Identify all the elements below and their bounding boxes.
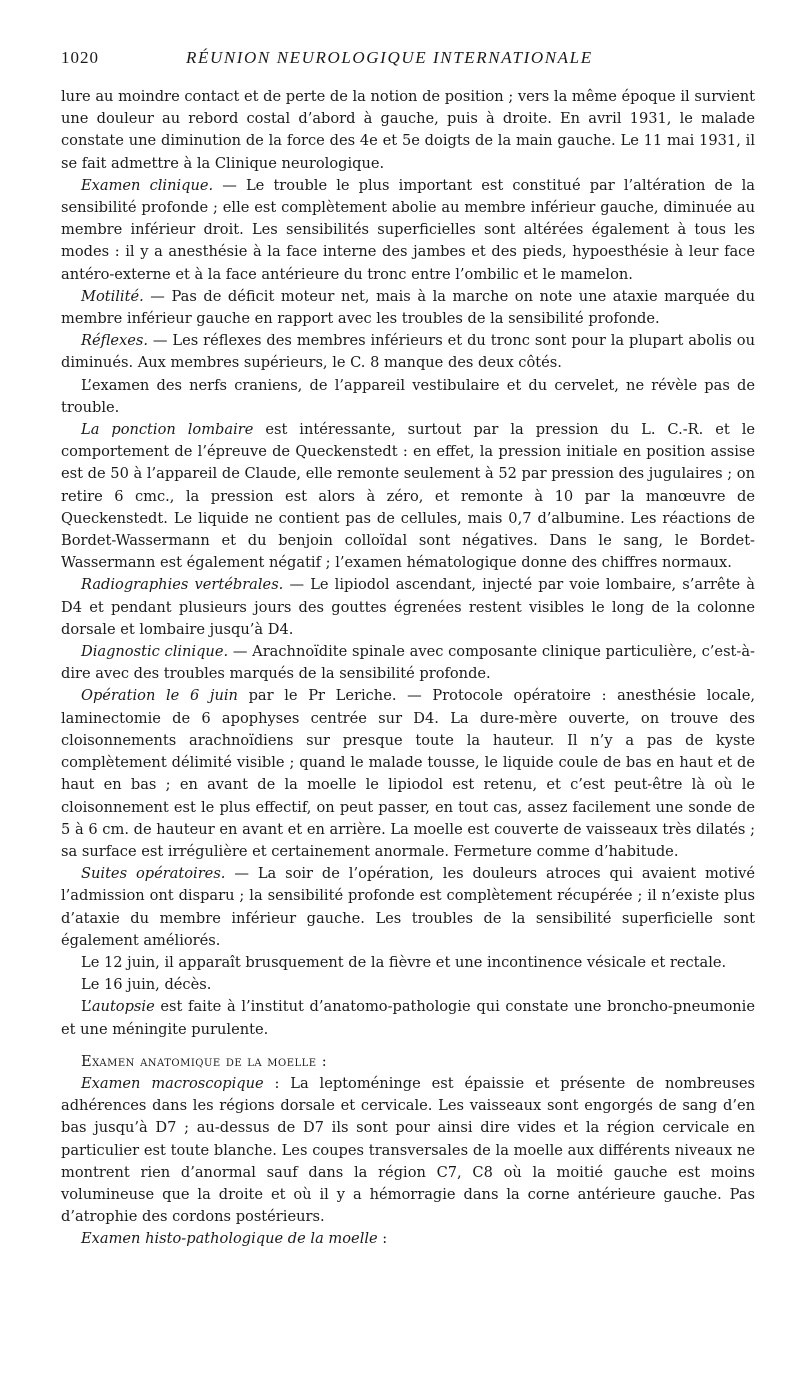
paragraph-label: Motilité. xyxy=(81,287,144,305)
paragraph-label: Diagnostic clinique. xyxy=(81,643,229,661)
book-page xyxy=(61,42,755,1251)
paragraph-text: : La leptoméninge est épaissie et présente de nombreuses adhérences dans les régions dorsale et cervicale. Les vaisseaux sont engorgés de sang d’en bas jusqu’à D7 ; au-dessus de D7 ils sont pour ainsi dire vides et la région cervicale en particulier est toute blanche. Les coupes transversales de la moelle aux différents niveaux ne montrent rien d’anormal sauf dans la région C7, C8 où la moitié gauche est moins volumineuse que la droite et où il y a hémorragie dans la corne antérieure gauche. Pas d’atrophie des cordons postérieurs. xyxy=(61,1074,755,1226)
paragraph-text: L’examen des nerfs craniens, de l’appareil vestibulaire et du cervelet, ne révèle pas de trouble. xyxy=(61,376,755,416)
paragraph-text: — Les réflexes des membres inférieurs et du tronc sont pour la plupart abolis ou diminués. Aux membres supérieurs, le C. 8 manque des deux côtés. xyxy=(61,332,755,372)
paragraph-text: lure au moindre contact et de perte de la notion de position ; vers la même époque il survient une douleur au rebord costal d’abord à gauche, puis à droite. En avril 1931, le malade constate une diminution de la force des 4e et 5e doigts de la main gauche. Le 11 mai 1931, il se fait admettre à la Clinique neurologique. xyxy=(61,88,755,172)
paragraph-examen-macroscopique xyxy=(61,1073,755,1228)
paragraph-continuation xyxy=(61,86,755,175)
paragraph-label: La ponction lombaire xyxy=(81,421,254,439)
paragraph-label: Examen clinique. xyxy=(81,176,214,194)
paragraph-label: Examen macroscopique xyxy=(81,1074,264,1092)
page-number: 1020 xyxy=(61,48,99,67)
paragraph-radiographies xyxy=(61,574,755,641)
section-title: Examen anatomique de la moelle : xyxy=(81,1052,328,1070)
paragraph-label: autopsie xyxy=(91,998,155,1016)
paragraph-text: — Le lipiodol ascendant, injecté par voie lombaire, s’arrête à D4 et pendant plusieurs jours des gouttes égrenées restent visibles le long de la colonne dorsale et lombaire jusqu’à D4. xyxy=(61,576,755,638)
paragraph-text: — La soir de l’opération, les douleurs atroces qui avaient motivé l’admission ont disparu ; la sensibilité profonde est complètement récupérée ; il n’existe plus d’ataxie du membre inférieur gauche. Les troubles de la sensibilité superficielle sont également améliorés. xyxy=(61,865,755,949)
paragraph-ponction-lombaire xyxy=(61,419,755,574)
paragraph-fievre xyxy=(61,952,755,974)
paragraph-suites-operatoires xyxy=(61,863,755,952)
paragraph-deces xyxy=(61,974,755,996)
paragraph-text: est intéressante, surtout par la pression du L. C.-R. et le comportement de l’épreuve de Queckenstedt : en effet, la pression initiale en position assise est de 50 à l’appareil de Claude, elle remonte seulement à 52 par pression des jugulaires ; on retire 6 cmc., la pression est alors à zéro, et remonte à 10 par la manœuvre de Queckenstedt. Le liquide ne contient pas de cellules, mais 0,7 d’albumine. Les réactions de Bordet-Wassermann et du benjoin colloïdal sont négatives. Dans le sang, le Bordet-Wassermann est également négatif ; l’examen hématologique donne des chiffres normaux. xyxy=(61,421,756,572)
paragraph-examen-histopathologique xyxy=(61,1228,755,1250)
section-heading xyxy=(61,1051,755,1073)
paragraph-prefix: L’ xyxy=(81,998,92,1016)
paragraph-text: — Pas de déficit moteur net, mais à la marche on note une ataxie marquée du membre inférieur gauche en rapport avec les troubles de la sensibilité profonde. xyxy=(61,287,755,328)
paragraph-text: — Arachnoïdite spinale avec composante clinique particulière, c’est-à-dire avec des troubles marqués de la sensibilité profonde. xyxy=(61,643,755,683)
paragraph-label: Radiographies vertébrales. xyxy=(81,576,284,594)
paragraph-reflexes xyxy=(61,330,755,374)
paragraph-text: — Le trouble le plus important est constitué par l’altération de la sensibilité profonde ; elle est complètement abolie au membre inférieur gauche, diminuée au membre inférieur droit. Les sensibilités superficielles sont altérées également à tous les modes : il y a anesthésie à la face interne des jambes et des pieds, hypoesthésie à leur face antéro-externe et à la face antérieure du tronc entre l’ombilic et le mamelon. xyxy=(61,176,755,283)
paragraph-text: par le Pr Leriche. — Protocole opératoire : anesthésie locale, laminectomie de 6 apophyses centrée sur D4. La dure-mère ouverte, on trouve des cloisonnements arachnoïdiens sur presque toute la hauteur. Il n’y a pas de kyste complètement délimité visible ; quand le malade tousse, le liquide coule de bas en haut et de haut en bas ; en avant de la moelle le lipiodol est retenu, et c’est peut-être là où le cloisonnement est le plus effectif, on peut passer, en tout cas, assez facilement une sonde de 5 à 6 cm. de hauteur en avant et en arrière. La moelle est couverte de vaisseaux très dilatés ; sa surface est irrégulière et certainement anormale. Fermeture comme d’habitude. xyxy=(61,687,755,860)
paragraph-diagnostic xyxy=(61,641,755,685)
paragraph-examen-clinique xyxy=(61,175,755,286)
paragraph-label: Suites opératoires. xyxy=(81,865,226,883)
paragraph-text: : xyxy=(377,1230,388,1248)
paragraph-text: Le 16 juin, décès. xyxy=(81,976,212,994)
paragraph-text: Le 12 juin, il apparaît brusquement de la fièvre et une incontinence vésicale et rectale. xyxy=(81,953,727,971)
operation-date: 6 juin xyxy=(179,687,238,705)
paragraph-autopsie xyxy=(61,996,755,1040)
paragraph-nerfs-craniens xyxy=(61,375,755,419)
running-header xyxy=(61,42,755,72)
paragraph-label: Opération le xyxy=(81,687,180,705)
paragraph-label: Examen histo-pathologique de la moelle xyxy=(81,1230,378,1248)
article-body xyxy=(61,86,755,1251)
journal-title: RÉUNION NEUROLOGIQUE INTERNATIONALE xyxy=(186,48,593,67)
paragraph-label: Réflexes. xyxy=(81,332,148,350)
paragraph-text: est faite à l’institut d’anatomo-pathologie qui constate une broncho-pneumonie et une méningite purulente. xyxy=(61,998,755,1038)
paragraph-operation xyxy=(61,685,755,863)
paragraph-motilite xyxy=(61,286,755,330)
